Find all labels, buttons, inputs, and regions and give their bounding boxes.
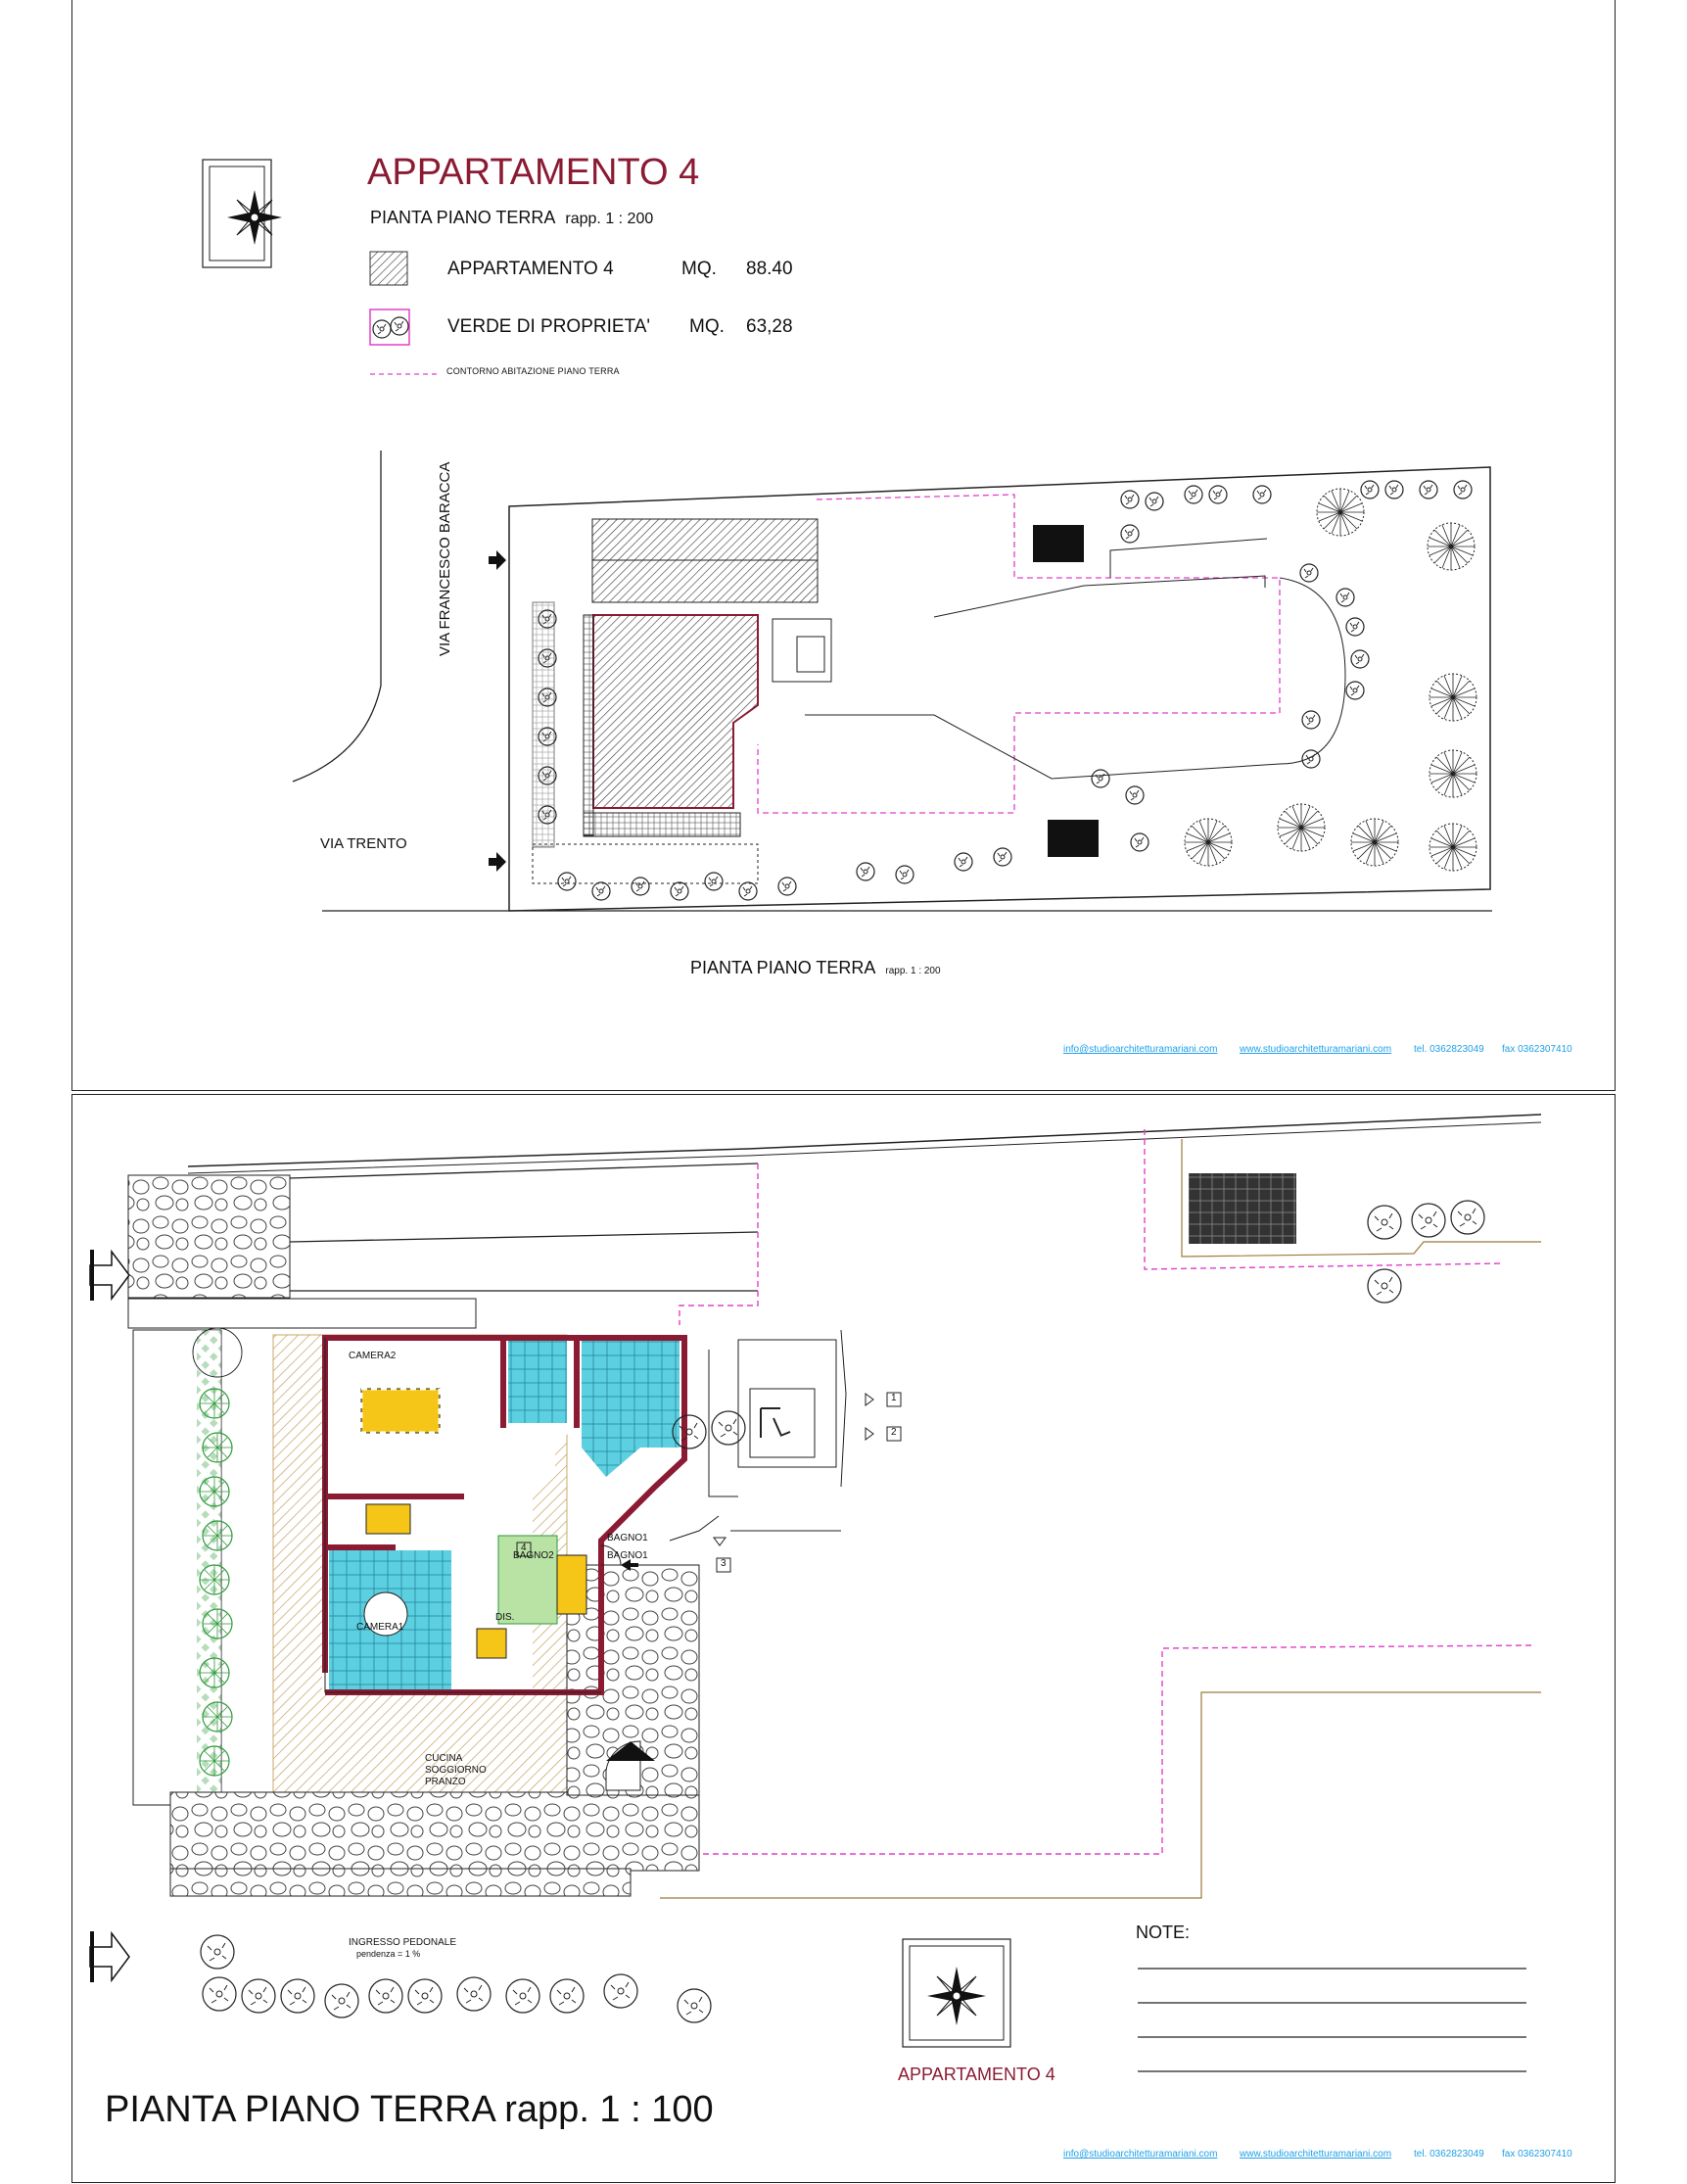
legend-unit-green: MQ. <box>689 316 725 337</box>
room-label-cucina: CUCINA <box>425 1753 463 1764</box>
legend-value-green: 63,28 <box>746 316 793 337</box>
subtitle-scale: rapp. 1 : 200 <box>565 211 654 227</box>
compass-rose-icon <box>903 1939 1010 2047</box>
footer-email-link[interactable]: info@studioarchitetturamariani.com <box>1063 2149 1218 2160</box>
dark-block <box>1189 1173 1296 1244</box>
street-label-trento: VIA TRENTO <box>320 835 407 852</box>
plan-caption-text: PIANTA PIANO TERRA <box>690 958 876 977</box>
footer-email-link[interactable]: info@studioarchitetturamariani.com <box>1063 1044 1218 1055</box>
staircase <box>709 1340 836 1496</box>
plan-title: PIANTA PIANO TERRA rapp. 1 : 100 <box>105 2089 714 2130</box>
legend-label-apartment: APPARTAMENTO 4 <box>447 259 614 279</box>
room-label-camera1: CAMERA1 <box>356 1622 404 1633</box>
compass-rose-icon <box>203 160 282 267</box>
plan-caption <box>690 958 941 978</box>
contour-dashed <box>660 1645 1531 1854</box>
street-label-baracca: VIA FRANCESCO BARACCA <box>437 461 453 656</box>
room-label-pranzo: PRANZO <box>425 1777 466 1787</box>
room-label-bagno2: BAGNO2 <box>513 1550 554 1561</box>
marker-1: 1 <box>891 1393 897 1403</box>
entrance-slope: pendenza = 1 % <box>356 1949 421 1959</box>
footer-fax: fax 0362307410 <box>1502 2149 1572 2160</box>
entrance-label: INGRESSO PEDONALE <box>349 1937 457 1948</box>
sheet-site-plan <box>71 0 1616 1091</box>
room-label-dis: DIS. <box>495 1612 515 1623</box>
legend-unit-apartment: MQ. <box>681 259 717 279</box>
building-block <box>1048 820 1099 857</box>
subtitle-text: PIANTA PIANO TERRA <box>370 208 556 227</box>
bathroom-tiles <box>582 1340 679 1448</box>
contour-label: CONTORNO ABITAZIONE PIANO TERRA <box>446 366 620 376</box>
footer-fax: fax 0362307410 <box>1502 1044 1572 1055</box>
building-block <box>1033 525 1084 562</box>
marker-4: 4 <box>521 1543 527 1553</box>
legend-value-apartment: 88.40 <box>746 259 793 279</box>
footer-tel: tel. 0362823049 <box>1414 2149 1484 2160</box>
marker-3: 3 <box>721 1558 726 1569</box>
legend-green-swatch <box>370 309 409 345</box>
footer-web-link[interactable]: www.studioarchitetturamariani.com <box>1240 2149 1392 2160</box>
contour-dashed <box>758 495 1280 813</box>
entry-arrow-icon <box>90 1250 129 1982</box>
stone-paving <box>128 1175 290 1298</box>
site-plan-drawing <box>72 0 1615 1090</box>
room-label-bagno1: BAGNO1 <box>607 1533 648 1543</box>
legend-label-green: VERDE DI PROPRIETA' <box>447 316 651 337</box>
notes-label: NOTE: <box>1136 1923 1191 1942</box>
entry-arrow-icon <box>489 550 506 872</box>
page-title: APPARTAMENTO 4 <box>367 152 700 193</box>
apartment-label: APPARTAMENTO 4 <box>898 2065 1055 2084</box>
sheet-floor-plan <box>71 1094 1616 2183</box>
room-label-camera2: CAMERA2 <box>349 1351 397 1361</box>
footer-tel: tel. 0362823049 <box>1414 1044 1484 1055</box>
floor-plan-drawing <box>72 1095 1615 2182</box>
plan-caption-scale: rapp. 1 : 200 <box>885 966 941 976</box>
street-lines <box>293 451 1492 911</box>
footer-web-link[interactable]: www.studioarchitetturamariani.com <box>1240 1044 1392 1055</box>
room-label-soggiorno: SOGGIORNO <box>425 1765 487 1776</box>
apartment-footprint <box>593 615 758 808</box>
notes-lines <box>1138 1969 1526 2071</box>
marker-2: 2 <box>891 1427 897 1438</box>
legend-hatch-swatch <box>370 252 407 285</box>
plan-subtitle <box>370 208 653 228</box>
room-label-bagno1-b: BAGNO1 <box>607 1550 648 1561</box>
